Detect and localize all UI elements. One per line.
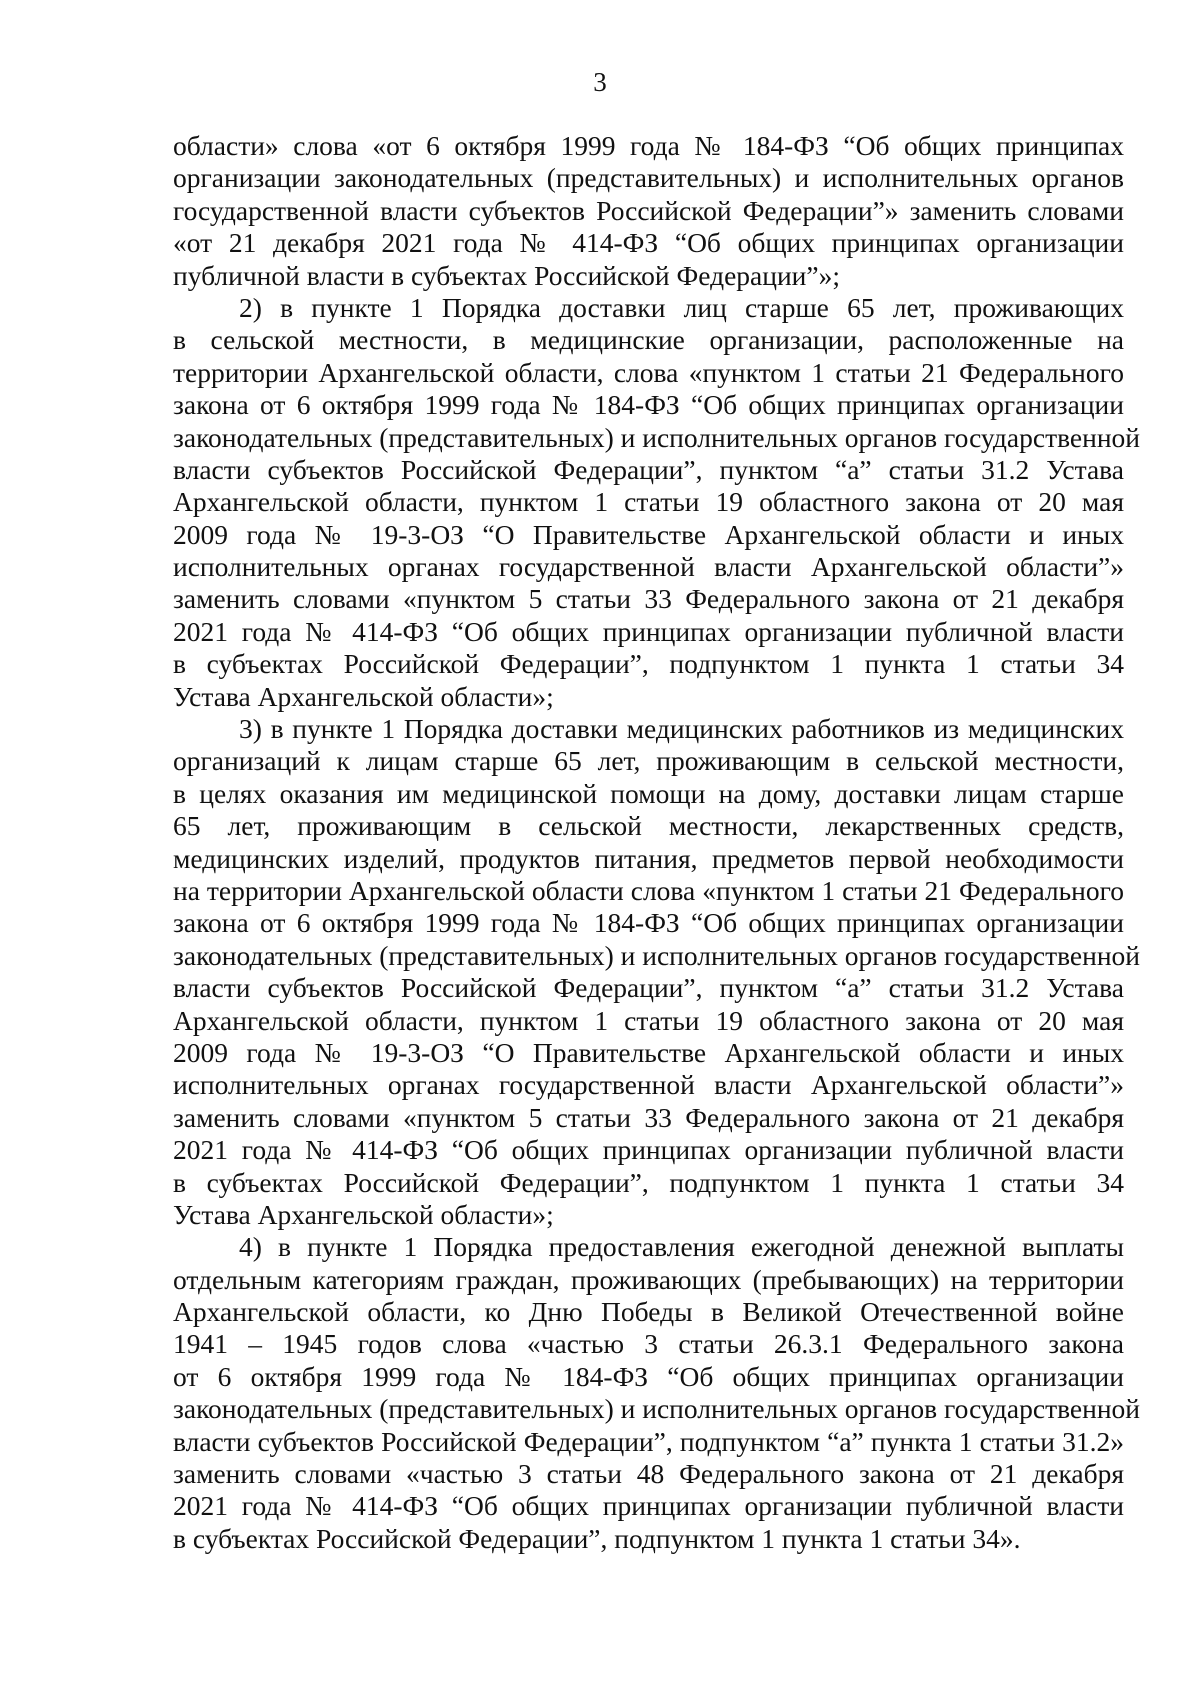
text-line: 2) в пункте 1 Порядка доставки лиц старше 65 лет, проживающих bbox=[239, 291, 1124, 323]
text-line: территории Архангельской области, слова «пунктом 1 статьи 21 Федерального bbox=[173, 356, 1124, 388]
text-line: отдельным категориям граждан, проживающих (пребывающих) на территории bbox=[173, 1263, 1124, 1295]
text-line: заменить словами «пунктом 5 статьи 33 Федерального закона от 21 декабря bbox=[173, 1101, 1124, 1133]
text-line: Устава Архангельской области»; bbox=[173, 1198, 554, 1230]
text-line: Устава Архангельской области»; bbox=[173, 680, 554, 712]
text-line: публичной власти в субъектах Российской Федерации”»; bbox=[173, 259, 840, 291]
text-line: от 6 октября 1999 года № 184-ФЗ “Об общих принципах организации bbox=[173, 1360, 1124, 1392]
text-line: законодательных (представительных) и исполнительных органов государственной bbox=[173, 1393, 1141, 1425]
text-line: заменить словами «частью 3 статьи 48 Федерального закона от 21 декабря bbox=[173, 1458, 1124, 1490]
text-line: организаций к лицам старше 65 лет, проживающим в сельской местности, bbox=[173, 745, 1124, 777]
document-body bbox=[173, 130, 1141, 1555]
text-line: закона от 6 октября 1999 года № 184-ФЗ “Об общих принципах организации bbox=[173, 907, 1124, 939]
text-line: законодательных (представительных) и исполнительных органов государственной bbox=[173, 421, 1141, 453]
text-line: «от 21 декабря 2021 года № 414-ФЗ “Об общих принципах организации bbox=[173, 227, 1124, 259]
text-line: 2021 года № 414-ФЗ “Об общих принципах организации публичной власти bbox=[173, 1134, 1124, 1166]
text-line: Архангельской области, ко Дню Победы в Великой Отечественной войне bbox=[173, 1296, 1124, 1328]
text-line: 65 лет, проживающим в сельской местности, лекарственных средств, bbox=[173, 810, 1124, 842]
text-line: в целях оказания им медицинской помощи на дому, доставки лицам старше bbox=[173, 777, 1124, 809]
text-line: 2021 года № 414-ФЗ “Об общих принципах организации публичной власти bbox=[173, 615, 1124, 647]
text-line: 2009 года № 19-3-ОЗ “О Правительстве Архангельской области и иных bbox=[173, 1036, 1124, 1068]
text-line: исполнительных органах государственной власти Архангельской области”» bbox=[173, 1069, 1124, 1101]
text-line: закона от 6 октября 1999 года № 184-ФЗ “Об общих принципах организации bbox=[173, 389, 1124, 421]
text-line: в сельской местности, в медицинские организации, расположенные на bbox=[173, 324, 1124, 356]
text-line: государственной власти субъектов Российской Федерации”» заменить словами bbox=[173, 194, 1124, 226]
text-line: Архангельской области, пунктом 1 статьи 19 областного закона от 20 мая bbox=[173, 486, 1124, 518]
text-line: 1941 – 1945 годов слова «частью 3 статьи 26.3.1 Федерального закона bbox=[173, 1328, 1124, 1360]
text-line: Архангельской области, пунктом 1 статьи 19 областного закона от 20 мая bbox=[173, 1004, 1124, 1036]
text-line: власти субъектов Российской Федерации”, пунктом “а” статьи 31.2 Устава bbox=[173, 453, 1124, 485]
text-line: в субъектах Российской Федерации”, подпунктом 1 пункта 1 статьи 34 bbox=[173, 648, 1124, 680]
text-line: законодательных (представительных) и исполнительных органов государственной bbox=[173, 939, 1141, 971]
text-line: 4) в пункте 1 Порядка предоставления ежегодной денежной выплаты bbox=[239, 1231, 1124, 1263]
text-line: в субъектах Российской Федерации”, подпунктом 1 пункта 1 статьи 34 bbox=[173, 1166, 1124, 1198]
text-line: в субъектах Российской Федерации”, подпунктом 1 пункта 1 статьи 34». bbox=[173, 1522, 1021, 1554]
text-line: власти субъектов Российской Федерации”, пунктом “а” статьи 31.2 Устава bbox=[173, 972, 1124, 1004]
text-line: организации законодательных (представительных) и исполнительных органов bbox=[173, 162, 1124, 194]
text-line: медицинских изделий, продуктов питания, предметов первой необходимости bbox=[173, 842, 1124, 874]
text-line: на территории Архангельской области слова «пунктом 1 статьи 21 Федерального bbox=[173, 874, 1124, 906]
text-line: исполнительных органах государственной власти Архангельской области”» bbox=[173, 551, 1124, 583]
text-line: заменить словами «пунктом 5 статьи 33 Федерального закона от 21 декабря bbox=[173, 583, 1124, 615]
text-line: власти субъектов Российской Федерации”, подпунктом “а” пункта 1 статьи 31.2» bbox=[173, 1425, 1124, 1457]
text-line: 2021 года № 414-ФЗ “Об общих принципах организации публичной власти bbox=[173, 1490, 1124, 1522]
text-line: области» слова «от 6 октября 1999 года № 184-ФЗ “Об общих принципах bbox=[173, 130, 1124, 161]
page-number: 3 bbox=[593, 67, 607, 97]
text-line: 2009 года № 19-3-ОЗ “О Правительстве Архангельской области и иных bbox=[173, 518, 1124, 550]
text-line: 3) в пункте 1 Порядка доставки медицинских работников из медицинских bbox=[239, 713, 1124, 745]
